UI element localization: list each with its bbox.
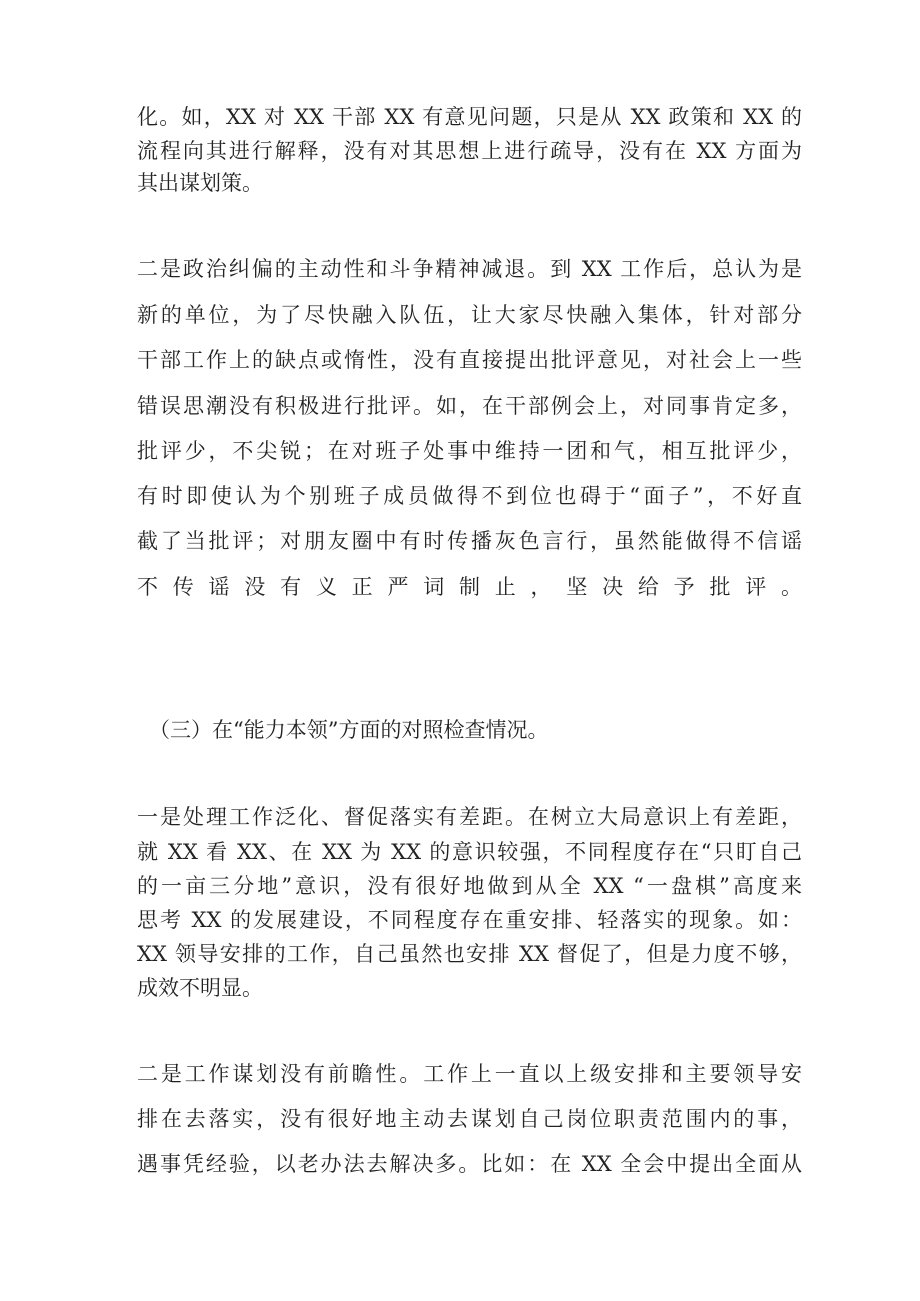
text-line: 干部工作上的缺点或惰性，没有直接提出批评意见，对社会上一些: [137, 348, 802, 372]
text-line: 思考 XX 的发展建设，不同程度存在重安排、轻落实的现象。如：: [137, 908, 802, 932]
text-line: 的一亩三分地”意识，没有很好地做到从全 XX “一盘棋”高度来: [137, 874, 802, 898]
text-line: 有时即使认为个别班子成员做得不到位也碍于“面子”，不好直: [137, 484, 802, 508]
text-line: 截了当批评；对朋友圈中有时传播灰色言行，虽然能做得不信谣: [137, 529, 802, 553]
text-line: 排在去落实，没有很好地主动去谋划自己岗位职责范围内的事，: [137, 1107, 802, 1131]
text-line: 成效不明显。: [137, 976, 263, 1000]
text-line: 二是工作谋划没有前瞻性。工作上一直以上级安排和主要领导安: [137, 1062, 802, 1086]
text-line: 新的单位，为了尽快融入队伍，让大家尽快融入集体，针对部分: [137, 303, 802, 327]
text-line: 其出谋划策。: [137, 171, 263, 195]
text-line: 就 XX 看 XX、在 XX 为 XX 的意识较强，不同程度存在“只盯自己: [137, 840, 802, 864]
text-line: 错误思潮没有积极进行批评。如，在干部例会上，对同事肯定多，: [137, 394, 802, 418]
text-line: 批评少，不尖锐；在对班子处事中维持一团和气，相互批评少，: [137, 439, 802, 463]
text-line: 化。如，XX 对 XX 干部 XX 有意见问题，只是从 XX 政策和 XX 的: [137, 105, 802, 129]
section-heading: （三）在“能力本领”方面的对照检查情况。: [149, 718, 549, 742]
text-line: 流程向其进行解释，没有对其思想上进行疏导，没有在 XX 方面为: [137, 139, 802, 163]
text-line: XX 领导安排的工作，自己虽然也安排 XX 督促了，但是力度不够，: [137, 942, 802, 966]
text-line: 遇事凭经验，以老办法去解决多。比如：在 XX 全会中提出全面从: [137, 1152, 802, 1176]
text-line: 一是处理工作泛化、督促落实有差距。在树立大局意识上有差距，: [137, 805, 802, 829]
text-line: 二是政治纠偏的主动性和斗争精神减退。到 XX 工作后，总认为是: [137, 257, 802, 281]
text-line: 不传谣没有义正严词制止，坚决给予批评。: [137, 575, 802, 599]
